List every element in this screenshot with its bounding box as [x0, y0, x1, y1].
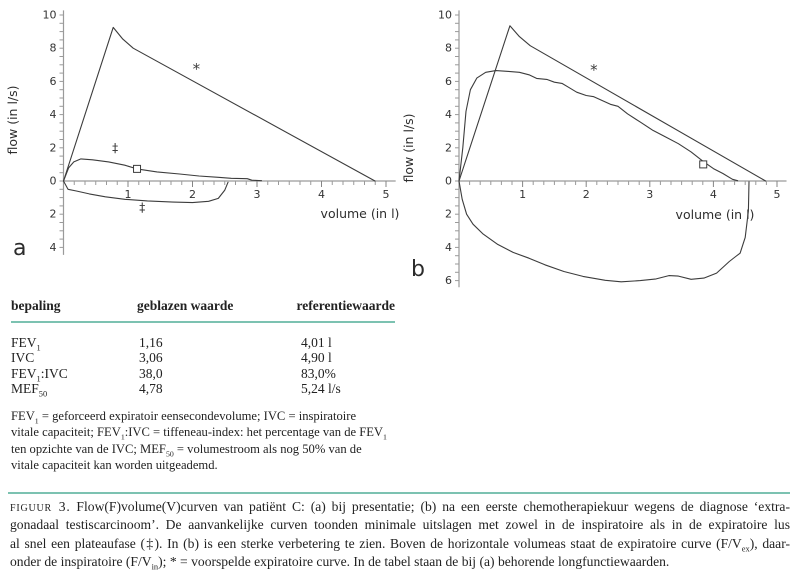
table-row [11, 366, 395, 382]
table-cell-blown-value: 3,06 [139, 350, 163, 366]
y-tick-label: 2 [445, 207, 452, 221]
footnote-line: vitale capaciteit; $FEV_1:IVC$ = tiffeneau-index: het percentage van de $FEV_1$ [11, 425, 387, 442]
footnote-line: ten opzichte van de IVC; $MEF_{50}$ = volumestroom als nog 50% van de [11, 441, 362, 459]
y-tick-label: 4 [49, 240, 57, 254]
y-axis-title: flow (in l/s) [401, 113, 416, 183]
y-tick-label: 4 [49, 108, 57, 122]
flow-volume-chart-b [400, 0, 798, 302]
table-footnote [11, 408, 405, 474]
figure-caption [10, 498, 790, 571]
y-tick-label: 0 [445, 174, 452, 188]
table-header-bepaling: bepaling [11, 298, 61, 313]
table-row [11, 350, 395, 366]
y-tick-label: 10 [438, 8, 452, 22]
panel-label-a: a [13, 236, 27, 261]
footnote-line: $FEV_1$ = geforceerd expiratoir eensecondevolume; IVC = inspiratoire [11, 409, 357, 426]
x-tick-label: 4 [318, 188, 325, 201]
y-tick-label: 6 [445, 274, 452, 288]
y-tick-label: 6 [49, 74, 57, 88]
asterisk-annotation: * [590, 60, 598, 79]
table-cell-reference-value: 5,24 l/s [301, 381, 341, 397]
table-cell-reference-value: 4,90 l [301, 350, 332, 366]
curve-expiratory [459, 71, 738, 181]
table-cell-reference-value: 83,0% [301, 365, 336, 381]
x-tick-label: 1 [519, 188, 527, 201]
table-cell-name: $MEF_{50}$ [11, 381, 48, 399]
y-tick-label: 6 [445, 74, 452, 88]
x-tick-label: 1 [124, 188, 132, 201]
caption-line: figuur 3. Flow(F)volume(V)curven van patiënt C: (a) bij presentatie; (b) na een eerste chemotherapiekuur wegens de diagnose ‘extra- [10, 499, 790, 514]
caption-divider-rule [8, 492, 790, 494]
x-tick-label: 5 [773, 188, 781, 201]
x-tick-label: 2 [189, 188, 196, 201]
double-dagger-annotation: ‡ [112, 140, 119, 155]
footnote-line: vitale capaciteit kan worden uitgeademd. [11, 458, 218, 473]
y-tick-label: 8 [49, 41, 57, 55]
table-header-geblazen-waarde: geblazen waarde [137, 298, 234, 313]
curve-inspiratory [459, 181, 749, 282]
flow-volume-chart-a [0, 0, 406, 296]
table-header-row [11, 297, 395, 314]
double-dagger-annotation: ‡ [139, 200, 146, 215]
table-cell-blown-value: 1,16 [139, 334, 163, 350]
lung-function-table [11, 297, 395, 397]
y-tick-label: 4 [445, 240, 452, 254]
y-tick-label: 2 [49, 207, 57, 221]
y-axis-title: flow (in l/s) [5, 85, 20, 155]
table-cell-blown-value: 4,78 [139, 381, 163, 397]
x-tick-label: 3 [253, 188, 261, 201]
x-tick-label: 5 [382, 188, 390, 201]
caption-line: al snel een plateaufase (‡). In (b) is een sterke verbetering te zien. Boven de horizontale volumeas staat de expiratoire curve $(F/V_{ex})$, daar- [10, 535, 790, 554]
x-tick-label: 3 [646, 188, 654, 201]
x-axis-title: volume (in l) [675, 207, 755, 222]
table-header-referentiewaarde: referentiewaarde [296, 298, 395, 313]
square-marker [134, 165, 141, 172]
y-tick-label: 8 [445, 41, 452, 55]
x-tick-label: 4 [709, 188, 717, 201]
table-cell-blown-value: 38,0 [139, 365, 163, 381]
y-tick-label: 2 [445, 141, 452, 155]
asterisk-annotation: * [192, 59, 201, 78]
square-marker [700, 161, 707, 168]
table-cell-name: $FEV_1$ [11, 334, 41, 353]
table-header-rule [11, 321, 395, 323]
y-tick-label: 2 [49, 141, 57, 155]
caption-line: onder de inspiratoire $(F/V_{in})$; * = voorspelde expiratoire curve. In de tabel staan de bij (a) behorende longfunctiewaarden. [10, 553, 670, 572]
table-cell-reference-value: 4,01 l [301, 334, 332, 350]
x-tick-label: 2 [582, 188, 590, 201]
table-row [11, 335, 395, 351]
table-row [11, 381, 395, 397]
y-tick-label: 10 [42, 8, 57, 22]
y-tick-label: 0 [49, 174, 57, 188]
panel-label-b: b [411, 257, 425, 282]
table-cell-name: $FEV_1:IVC$ [11, 365, 68, 384]
caption-line: gonadaal testiscarcinoom’. De aanvankelijke curven toonden minimale uitslagen met zowel in de inspiratoire als in de expiratoire lus [10, 517, 790, 533]
y-tick-label: 4 [445, 108, 452, 122]
curve-expiratory [64, 159, 262, 181]
curve-predicted [64, 27, 376, 181]
x-axis-title: volume (in l) [320, 206, 400, 221]
curve-predicted [459, 26, 766, 181]
table-cell-name: IVC [11, 350, 35, 366]
